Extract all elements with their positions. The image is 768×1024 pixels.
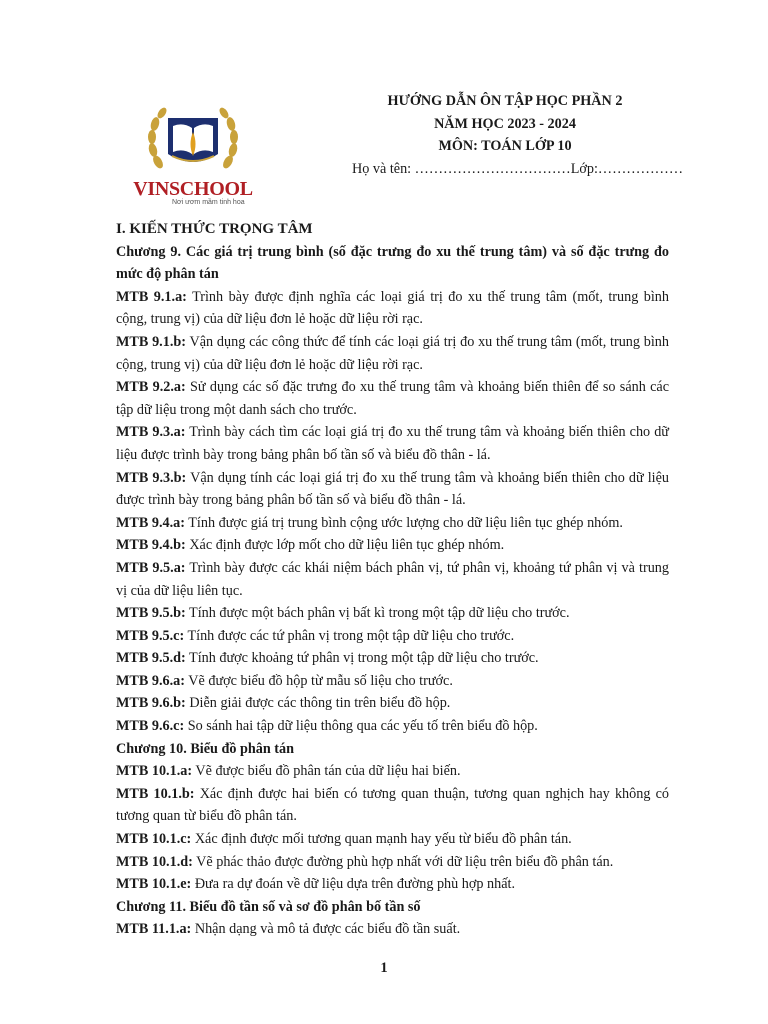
list-item: MTB 9.6.c: So sánh hai tập dữ liệu thông qua các yếu tố trên biểu đồ hộp. (116, 718, 538, 735)
list-item: MTB 9.3.b: Vận dụng tính các loại giá trị đo xu thế trung tâm và khoảng biến thiên cho dữ liệu được trình bày trong bảng phân bố tần số và biểu đồ thân - lá. (116, 469, 670, 509)
list-item: MTB 9.1.a: Trình bày được định nghĩa các loại giá trị đo xu thế trung tâm (mốt, trung bình cộng, trung vị) của dữ liệu đơn lẻ hoặc dữ liệu rời rạc. (116, 288, 669, 328)
document-title: HƯỚNG DẪN ÔN TẬP HỌC PHẦN 2 (387, 93, 623, 109)
logo-name: VINSCHOOL (133, 178, 253, 200)
document-body (116, 218, 669, 941)
chapter-9-list (116, 286, 669, 738)
list-item: MTB 10.1.b: Xác định được hai biến có tương quan thuận, tương quan nghịch hay không có tương quan từ biểu đồ phân tán. (116, 785, 669, 825)
list-item: MTB 10.1.a: Vẽ được biểu đồ phân tán của dữ liệu hai biến. (116, 763, 461, 780)
vinschool-logo (128, 104, 258, 206)
section-title: I. KIẾN THỨC TRỌNG TÂM (116, 221, 313, 237)
chapter-11-list (116, 918, 669, 941)
school-year: NĂM HỌC 2023 - 2024 (434, 115, 576, 132)
chapter-11-title: Chương 11. Biểu đồ tần số và sơ đồ phân bố tần số (116, 898, 421, 915)
list-item: MTB 11.1.a: Nhận dạng và mô tả được các biểu đồ tần suất. (116, 921, 461, 938)
list-item: MTB 9.2.a: Sử dụng các số đặc trưng đo xu thế trung tâm và khoảng biến thiên để so sánh các tập dữ liệu trong một danh sách cho trước. (116, 379, 669, 418)
list-item: MTB 10.1.c: Xác định được mối tương quan mạnh hay yếu từ biểu đồ phân tán. (116, 831, 572, 848)
list-item: MTB 9.5.a: Trình bày được các khái niệm bách phân vị, tứ phân vị, khoảng tứ phân vị và trung vị của dữ liệu liên tục. (116, 559, 669, 599)
book-emblem-icon (128, 104, 258, 182)
list-item: MTB 9.3.a: Trình bày cách tìm các loại giá trị đo xu thế trung tâm và khoảng biến thiên cho dữ liệu được trình bày trong bảng phân bố tần số và biểu đồ thân - lá. (116, 424, 669, 463)
chapter-10-list (116, 760, 669, 896)
list-item: MTB 10.1.e: Đưa ra dự đoán về dữ liệu dựa trên đường phù hợp nhất. (116, 876, 515, 893)
list-item: MTB 9.4.a: Tính được giá trị trung bình cộng ước lượng cho dữ liệu liên tục ghép nhóm. (116, 514, 623, 531)
chapter-10-title: Chương 10. Biểu đồ phân tán (116, 740, 295, 757)
list-item: MTB 9.4.b: Xác định được lớp mốt cho dữ liệu liên tục ghép nhóm. (116, 537, 505, 554)
list-item: MTB 9.5.b: Tính được một bách phân vị bất kì trong một tập dữ liệu cho trước. (116, 605, 570, 622)
logo-tagline: Nơi ươm mầm tinh hoa (172, 199, 245, 206)
subject-line: MÔN: TOÁN LỚP 10 (438, 138, 572, 154)
page-number: 1 (380, 960, 388, 976)
student-name-line: Họ và tên: ……………………………Lớp:……………… (352, 160, 684, 177)
list-item: MTB 9.5.d: Tính được khoảng tứ phân vị trong một tập dữ liệu cho trước. (116, 650, 539, 667)
list-item: MTB 9.6.a: Vẽ được biểu đồ hộp từ mẫu số liệu cho trước. (116, 672, 453, 689)
list-item: MTB 9.6.b: Diễn giải được các thông tin trên biểu đồ hộp. (116, 695, 451, 712)
list-item: MTB 9.1.b: Vận dụng các công thức để tính các loại giá trị đo xu thế trung tâm (mốt, trung bình cộng, trung vị) của dữ liệu đơn lẻ hoặc dữ liệu rời rạc. (116, 333, 669, 373)
document-header (352, 90, 722, 180)
list-item: MTB 10.1.d: Vẽ phác thảo được đường phù hợp nhất với dữ liệu trên biểu đồ phân tán. (116, 853, 614, 870)
list-item: MTB 9.5.c: Tính được các tứ phân vị trong một tập dữ liệu cho trước. (116, 627, 515, 644)
chapter-9-title: Chương 9. Các giá trị trung bình (số đặc trưng đo xu thế trung tâm) và số đặc trưng đo mức độ phân tán (116, 243, 669, 283)
